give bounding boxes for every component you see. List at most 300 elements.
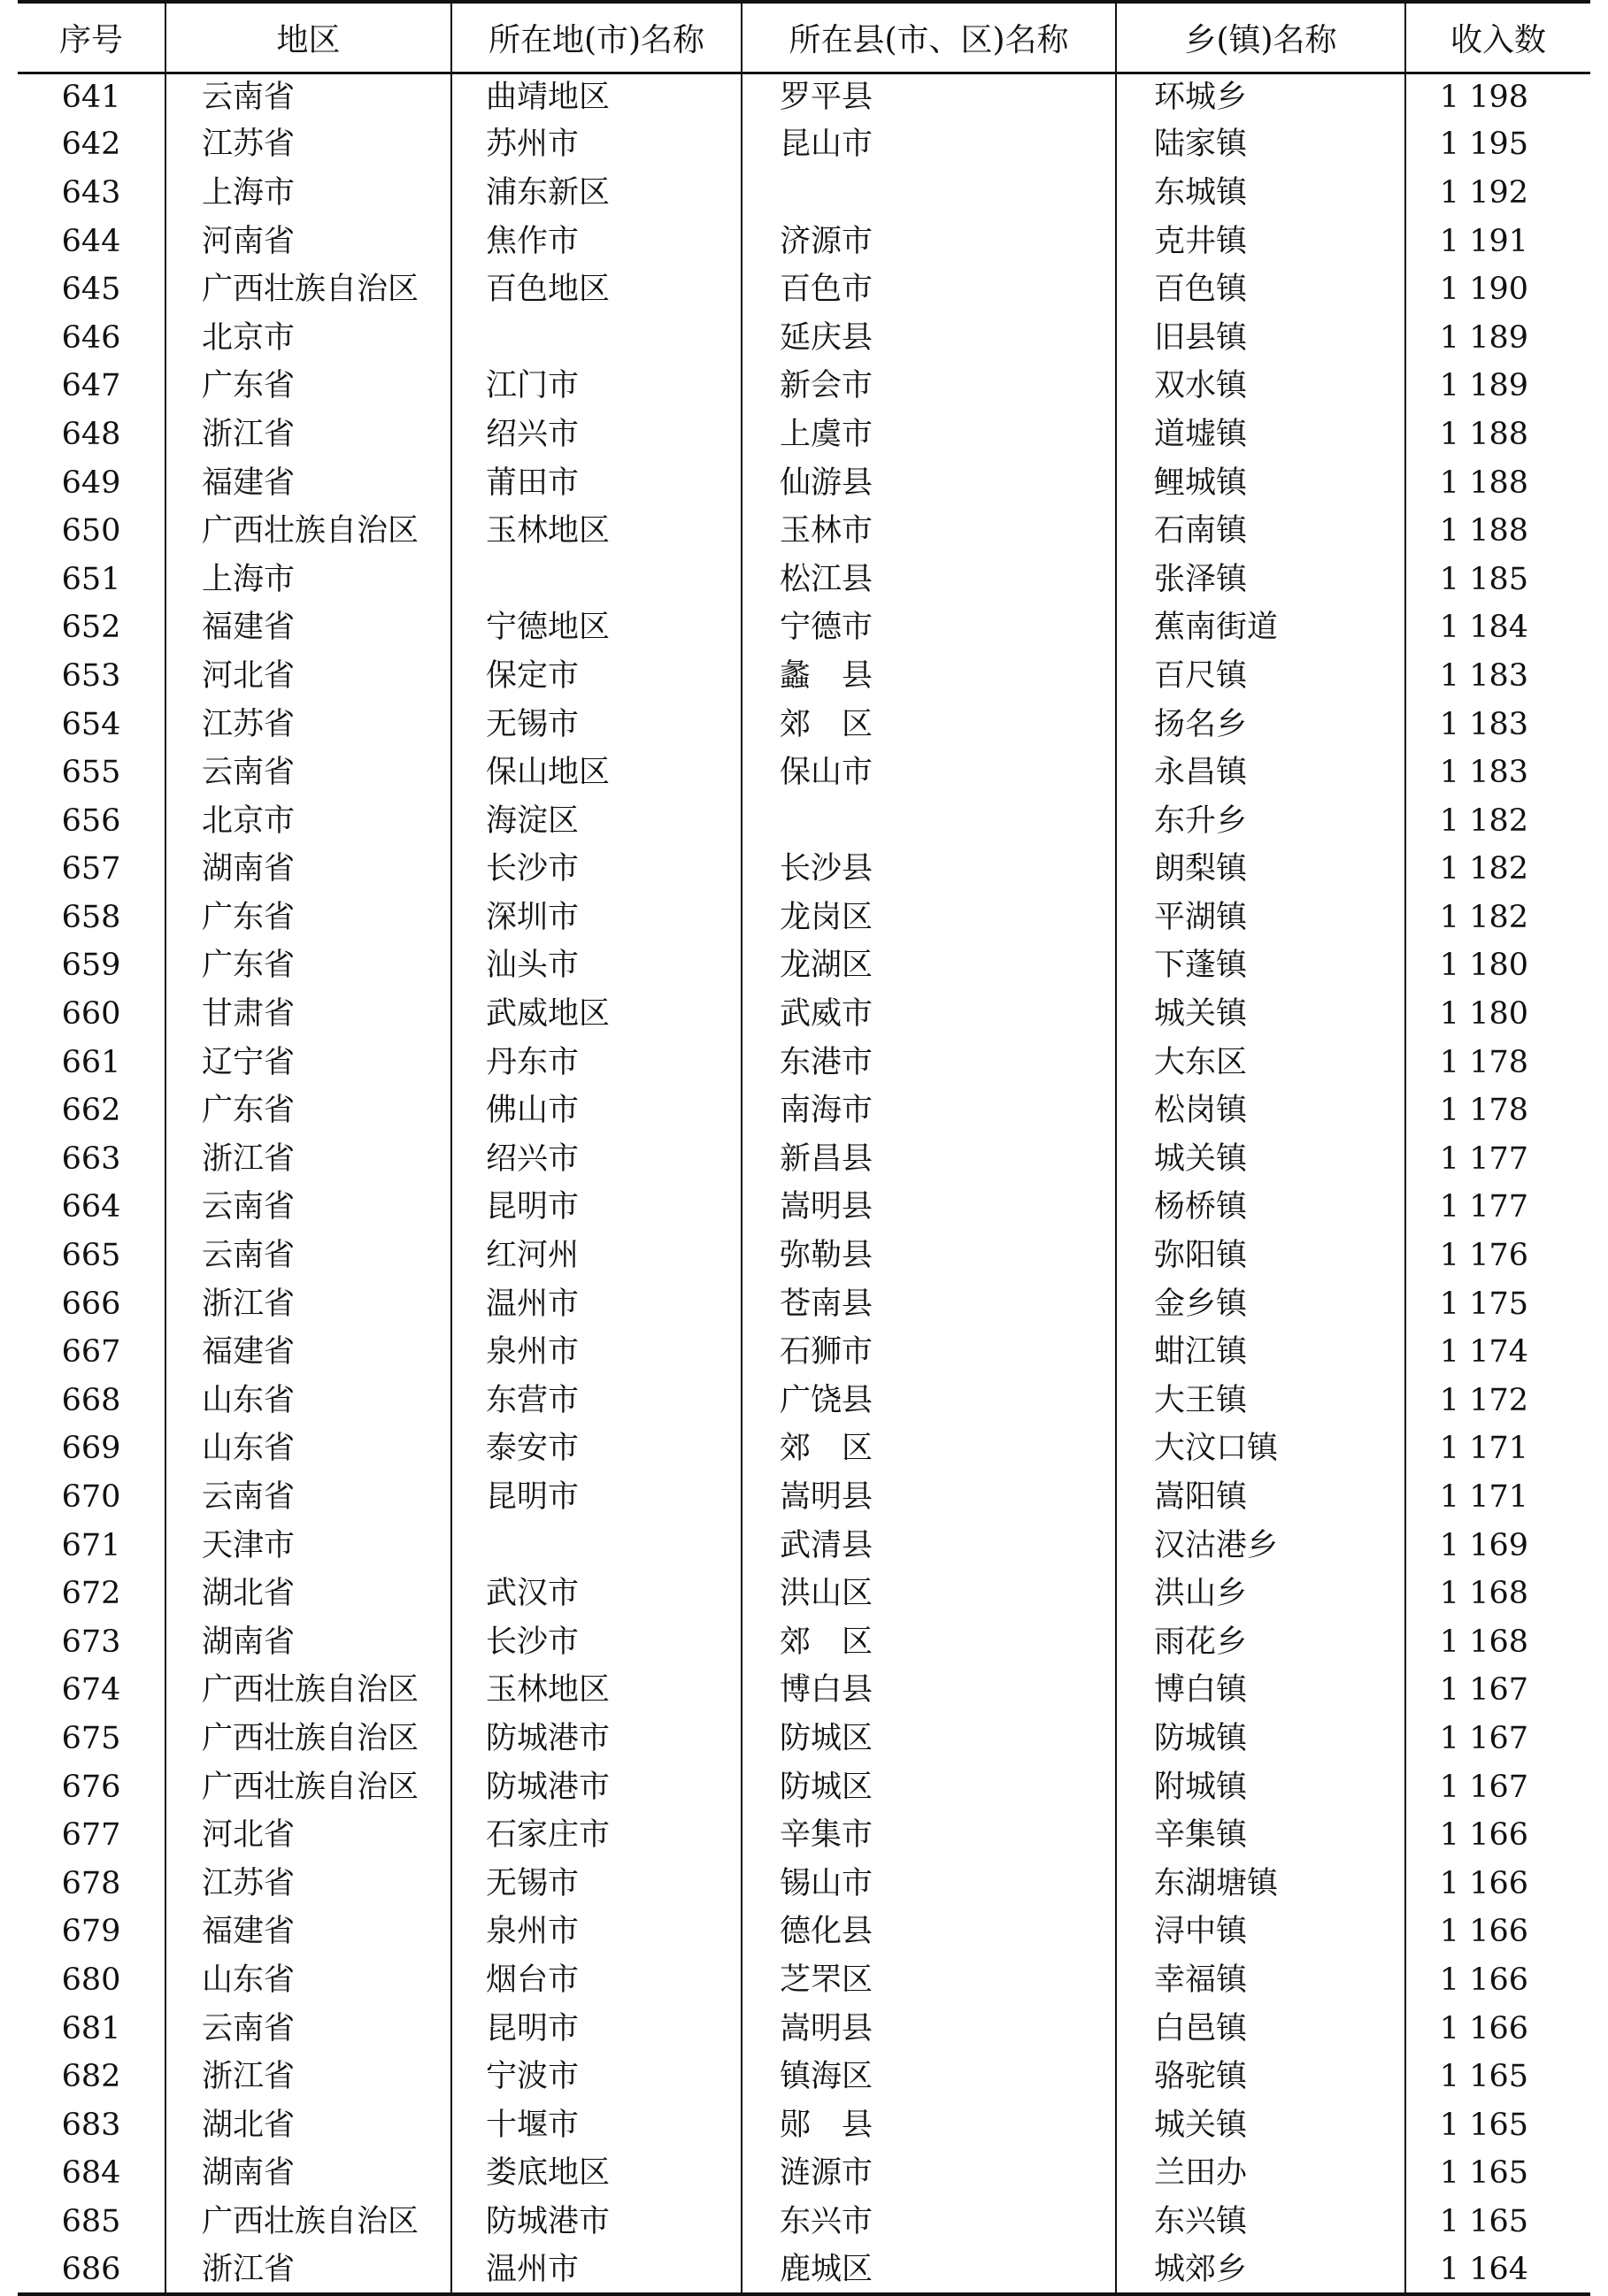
table-row [18,604,1590,653]
city-cell: 莆田市 [451,459,742,508]
county-cell: 东港市 [742,1039,1116,1087]
income-cell: 1 198 [1405,73,1590,121]
income-cell: 1 167 [1405,1715,1590,1763]
table-row [18,1715,1590,1763]
table-row [18,942,1590,991]
serial-number-cell: 648 [61,416,121,452]
serial-number-cell: 668 [61,1382,121,1418]
region-cell: 河南省 [165,218,451,266]
region-cell: 浙江省 [165,1135,451,1184]
table-row [18,73,1590,121]
region-cell: 广东省 [165,363,451,411]
serial-number-cell: 666 [61,1286,121,1322]
header-city-name: 所在地(市)名称 [451,2,742,73]
city-cell: 防城港市 [451,1715,742,1763]
serial-number-cell: 664 [61,1189,121,1225]
region-cell: 福建省 [165,1328,451,1377]
township-cell: 百尺镇 [1116,652,1405,701]
city-cell: 保山地区 [451,749,742,797]
county-cell: 嵩明县 [742,1184,1116,1232]
region-cell: 广东省 [165,894,451,942]
county-cell: 洪山区 [742,1570,1116,1618]
region-cell: 浙江省 [165,1280,451,1329]
city-cell: 无锡市 [451,1860,742,1908]
table-row [18,990,1590,1039]
city-cell: 温州市 [451,2246,742,2295]
city-cell: 江门市 [451,363,742,411]
income-cell: 1 167 [1405,1667,1590,1716]
income-cell: 1 183 [1405,652,1590,701]
serial-number-cell: 651 [61,561,121,597]
township-cell: 兰田办 [1116,2150,1405,2199]
city-cell: 苏州市 [451,121,742,170]
table-row [18,411,1590,459]
serial-number-cell: 659 [61,948,121,984]
table-row [18,2005,1590,2054]
table-row [18,1184,1590,1232]
county-cell: 龙岗区 [742,894,1116,942]
income-cell: 1 164 [1405,2246,1590,2295]
city-cell: 深圳市 [451,894,742,942]
serial-number-cell: 654 [61,706,121,742]
township-cell: 扬名乡 [1116,701,1405,749]
serial-number-cell: 641 [61,79,121,115]
serial-number-cell: 665 [61,1238,121,1274]
income-cell: 1 178 [1405,1087,1590,1135]
township-cell: 博白镇 [1116,1667,1405,1716]
table-row [18,1377,1590,1425]
township-cell: 永昌镇 [1116,749,1405,797]
county-cell: 涟源市 [742,2150,1116,2199]
header-county-name: 所在县(市、区)名称 [742,2,1116,73]
serial-number-cell: 661 [61,1044,121,1080]
serial-number-cell: 655 [61,755,121,791]
table-row [18,218,1590,266]
city-cell [451,1522,742,1570]
township-cell: 大东区 [1116,1039,1405,1087]
income-ranking-table [18,0,1590,2296]
township-cell: 城郊乡 [1116,2246,1405,2295]
city-cell: 泉州市 [451,1328,742,1377]
township-cell: 杨桥镇 [1116,1184,1405,1232]
county-cell: 新昌县 [742,1135,1116,1184]
income-cell: 1 191 [1405,218,1590,266]
county-cell: 仙游县 [742,459,1116,508]
county-cell: 济源市 [742,218,1116,266]
serial-number-cell: 671 [61,1527,121,1563]
table-row [18,1763,1590,1812]
township-cell: 幸福镇 [1116,1956,1405,2005]
city-cell: 防城港市 [451,2198,742,2246]
serial-number-cell: 660 [61,996,121,1033]
income-cell: 1 188 [1405,507,1590,556]
region-cell: 浙江省 [165,2053,451,2101]
city-cell: 佛山市 [451,1087,742,1135]
city-cell: 百色地区 [451,265,742,314]
region-cell: 江苏省 [165,1860,451,1908]
table-row [18,749,1590,797]
document-page [18,0,1590,2296]
income-cell: 1 168 [1405,1618,1590,1667]
income-cell: 1 183 [1405,749,1590,797]
region-cell: 广西壮族自治区 [165,507,451,556]
serial-number-cell: 653 [61,657,121,694]
income-cell: 1 166 [1405,1860,1590,1908]
county-cell: 辛集市 [742,1811,1116,1860]
city-cell: 长沙市 [451,846,742,895]
serial-number-cell: 644 [61,223,121,259]
serial-number-cell: 657 [61,851,121,887]
city-cell: 绍兴市 [451,411,742,459]
table-row [18,1473,1590,1522]
township-cell: 嵩阳镇 [1116,1473,1405,1522]
table-row [18,1522,1590,1570]
county-cell: 苍南县 [742,1280,1116,1329]
township-cell: 环城乡 [1116,73,1405,121]
income-cell: 1 166 [1405,1908,1590,1957]
county-cell: 南海市 [742,1087,1116,1135]
township-cell: 城关镇 [1116,1135,1405,1184]
region-cell: 广西壮族自治区 [165,1667,451,1716]
income-cell: 1 166 [1405,2005,1590,2054]
county-cell: 新会市 [742,363,1116,411]
county-cell: 罗平县 [742,73,1116,121]
table-row [18,1618,1590,1667]
serial-number-cell: 669 [61,1431,121,1467]
region-cell: 湖北省 [165,2101,451,2150]
income-cell: 1 165 [1405,2150,1590,2199]
township-cell: 浔中镇 [1116,1908,1405,1957]
region-cell: 河北省 [165,1811,451,1860]
city-cell: 红河州 [451,1232,742,1280]
city-cell: 玉林地区 [451,1667,742,1716]
region-cell: 福建省 [165,1908,451,1957]
city-cell: 昆明市 [451,1473,742,1522]
serial-number-cell: 642 [61,127,121,163]
income-cell: 1 188 [1405,459,1590,508]
county-cell: 保山市 [742,749,1116,797]
county-cell: 锡山市 [742,1860,1116,1908]
table-row [18,265,1590,314]
township-cell: 白邑镇 [1116,2005,1405,2054]
table-row [18,846,1590,895]
township-cell: 旧县镇 [1116,314,1405,363]
city-cell: 泉州市 [451,1908,742,1957]
table-header [18,2,1590,73]
income-cell: 1 171 [1405,1425,1590,1474]
table-row [18,652,1590,701]
table-row [18,797,1590,846]
county-cell: 芝罘区 [742,1956,1116,2005]
city-cell: 海淀区 [451,797,742,846]
city-cell: 汕头市 [451,942,742,991]
income-cell: 1 195 [1405,121,1590,170]
income-cell: 1 182 [1405,846,1590,895]
township-cell: 城关镇 [1116,2101,1405,2150]
county-cell: 宁德市 [742,604,1116,653]
serial-number-cell: 681 [61,2010,121,2046]
township-cell: 汉沽港乡 [1116,1522,1405,1570]
income-cell: 1 165 [1405,2198,1590,2246]
region-cell: 江苏省 [165,121,451,170]
county-cell: 防城区 [742,1715,1116,1763]
table-row [18,1956,1590,2005]
township-cell: 大汶口镇 [1116,1425,1405,1474]
serial-number-cell: 643 [61,174,121,211]
township-cell: 道墟镇 [1116,411,1405,459]
township-cell: 防城镇 [1116,1715,1405,1763]
income-cell: 1 180 [1405,990,1590,1039]
region-cell: 湖南省 [165,846,451,895]
county-cell: 郊 区 [742,701,1116,749]
table-row [18,1860,1590,1908]
table-row [18,314,1590,363]
table-row [18,121,1590,170]
township-cell: 弥阳镇 [1116,1232,1405,1280]
township-cell: 东城镇 [1116,169,1405,218]
county-cell: 德化县 [742,1908,1116,1957]
region-cell: 云南省 [165,1232,451,1280]
region-cell: 浙江省 [165,2246,451,2295]
region-cell: 广东省 [165,1087,451,1135]
region-cell: 浙江省 [165,411,451,459]
city-cell: 玉林地区 [451,507,742,556]
township-cell: 平湖镇 [1116,894,1405,942]
serial-number-cell: 674 [61,1672,121,1709]
township-cell: 城关镇 [1116,990,1405,1039]
serial-number-cell: 649 [61,465,121,501]
serial-number-cell: 652 [61,610,121,646]
serial-number-cell: 678 [61,1865,121,1901]
township-cell: 朗梨镇 [1116,846,1405,895]
income-cell: 1 175 [1405,1280,1590,1329]
township-cell: 大王镇 [1116,1377,1405,1425]
township-cell: 洪山乡 [1116,1570,1405,1618]
income-cell: 1 189 [1405,363,1590,411]
table-row [18,701,1590,749]
table-row [18,1135,1590,1184]
region-cell: 湖南省 [165,1618,451,1667]
header-region: 地区 [165,2,451,73]
income-cell: 1 176 [1405,1232,1590,1280]
county-cell: 上虞市 [742,411,1116,459]
township-cell: 张泽镇 [1116,556,1405,604]
township-cell: 蚶江镇 [1116,1328,1405,1377]
header-serial-number: 序号 [58,21,123,58]
table-row [18,1811,1590,1860]
table-row [18,1280,1590,1329]
township-cell: 下蓬镇 [1116,942,1405,991]
header-income: 收入数 [1405,2,1590,73]
region-cell: 云南省 [165,1473,451,1522]
region-cell: 山东省 [165,1377,451,1425]
county-cell: 郊 区 [742,1618,1116,1667]
region-cell: 河北省 [165,652,451,701]
income-cell: 1 169 [1405,1522,1590,1570]
income-cell: 1 165 [1405,2053,1590,2101]
township-cell: 附城镇 [1116,1763,1405,1812]
serial-number-cell: 684 [61,2155,121,2192]
county-cell [742,797,1116,846]
income-cell: 1 183 [1405,701,1590,749]
income-cell: 1 184 [1405,604,1590,653]
table-row [18,507,1590,556]
serial-number-cell: 679 [61,1914,121,1950]
township-cell: 石南镇 [1116,507,1405,556]
county-cell: 东兴市 [742,2198,1116,2246]
region-cell: 江苏省 [165,701,451,749]
income-cell: 1 190 [1405,265,1590,314]
serial-number-cell: 662 [61,1093,121,1129]
county-cell: 石狮市 [742,1328,1116,1377]
table-body [18,73,1590,2294]
region-cell: 云南省 [165,1184,451,1232]
serial-number-cell: 683 [61,2107,121,2143]
county-cell: 武威市 [742,990,1116,1039]
serial-number-cell: 656 [61,802,121,839]
header-row [18,2,1590,73]
income-cell: 1 177 [1405,1135,1590,1184]
region-cell: 湖南省 [165,2150,451,2199]
serial-number-cell: 685 [61,2203,121,2239]
income-cell: 1 182 [1405,894,1590,942]
township-cell: 百色镇 [1116,265,1405,314]
county-cell [742,169,1116,218]
township-cell: 双水镇 [1116,363,1405,411]
region-cell: 天津市 [165,1522,451,1570]
township-cell: 金乡镇 [1116,1280,1405,1329]
city-cell: 宁德地区 [451,604,742,653]
serial-number-cell: 672 [61,1576,121,1612]
income-cell: 1 172 [1405,1377,1590,1425]
table-row [18,2198,1590,2246]
income-cell: 1 167 [1405,1763,1590,1812]
county-cell: 昆山市 [742,121,1116,170]
table-row [18,1328,1590,1377]
township-cell: 雨花乡 [1116,1618,1405,1667]
serial-number-cell: 673 [61,1624,121,1660]
table-row [18,894,1590,942]
region-cell: 北京市 [165,314,451,363]
region-cell: 广东省 [165,942,451,991]
township-cell: 东升乡 [1116,797,1405,846]
region-cell: 甘肃省 [165,990,451,1039]
table-row [18,1425,1590,1474]
city-cell: 无锡市 [451,701,742,749]
serial-number-cell: 670 [61,1479,121,1516]
region-cell: 云南省 [165,73,451,121]
serial-number-cell: 645 [61,272,121,308]
county-cell: 郧 县 [742,2101,1116,2150]
region-cell: 上海市 [165,169,451,218]
table-row [18,556,1590,604]
serial-number-cell: 675 [61,1720,121,1756]
income-cell: 1 166 [1405,1956,1590,2005]
income-cell: 1 166 [1405,1811,1590,1860]
city-cell: 烟台市 [451,1956,742,2005]
township-cell: 陆家镇 [1116,121,1405,170]
header-township-name: 乡(镇)名称 [1116,2,1405,73]
income-cell: 1 171 [1405,1473,1590,1522]
income-cell: 1 177 [1405,1184,1590,1232]
county-cell: 嵩明县 [742,2005,1116,2054]
table-row [18,1908,1590,1957]
table-row [18,2246,1590,2295]
city-cell: 东营市 [451,1377,742,1425]
serial-number-cell: 686 [61,2251,121,2287]
township-cell: 东湖塘镇 [1116,1860,1405,1908]
table-row [18,459,1590,508]
county-cell: 松江县 [742,556,1116,604]
city-cell: 宁波市 [451,2053,742,2101]
region-cell: 云南省 [165,749,451,797]
county-cell: 鹿城区 [742,2246,1116,2295]
table-row [18,2101,1590,2150]
city-cell: 绍兴市 [451,1135,742,1184]
serial-number-cell: 676 [61,1769,121,1805]
city-cell: 丹东市 [451,1039,742,1087]
table-row [18,1667,1590,1716]
serial-number-cell: 667 [61,1334,121,1371]
township-cell: 东兴镇 [1116,2198,1405,2246]
city-cell [451,314,742,363]
city-cell: 昆明市 [451,1184,742,1232]
income-cell: 1 178 [1405,1039,1590,1087]
table-row [18,1232,1590,1280]
serial-number-cell: 646 [61,319,121,356]
township-cell: 蕉南街道 [1116,604,1405,653]
region-cell: 广西壮族自治区 [165,1763,451,1812]
city-cell: 十堰市 [451,2101,742,2150]
city-cell: 娄底地区 [451,2150,742,2199]
income-cell: 1 180 [1405,942,1590,991]
region-cell: 广西壮族自治区 [165,2198,451,2246]
income-cell: 1 185 [1405,556,1590,604]
city-cell: 浦东新区 [451,169,742,218]
city-cell: 保定市 [451,652,742,701]
township-cell: 鲤城镇 [1116,459,1405,508]
city-cell: 石家庄市 [451,1811,742,1860]
county-cell: 武清县 [742,1522,1116,1570]
county-cell: 博白县 [742,1667,1116,1716]
county-cell: 弥勒县 [742,1232,1116,1280]
region-cell: 北京市 [165,797,451,846]
income-cell: 1 168 [1405,1570,1590,1618]
serial-number-cell: 650 [61,513,121,549]
township-cell: 松岗镇 [1116,1087,1405,1135]
region-cell: 上海市 [165,556,451,604]
region-cell: 山东省 [165,1956,451,2005]
city-cell: 长沙市 [451,1618,742,1667]
region-cell: 福建省 [165,459,451,508]
county-cell: 百色市 [742,265,1116,314]
city-cell [451,556,742,604]
county-cell: 长沙县 [742,846,1116,895]
table-row [18,1039,1590,1087]
county-cell: 广饶县 [742,1377,1116,1425]
city-cell: 昆明市 [451,2005,742,2054]
region-cell: 广西壮族自治区 [165,1715,451,1763]
county-cell: 龙湖区 [742,942,1116,991]
serial-number-cell: 647 [61,368,121,404]
income-cell: 1 165 [1405,2101,1590,2150]
county-cell: 延庆县 [742,314,1116,363]
region-cell: 山东省 [165,1425,451,1474]
region-cell: 湖北省 [165,1570,451,1618]
table-row [18,1570,1590,1618]
city-cell: 武威地区 [451,990,742,1039]
serial-number-cell: 663 [61,1140,121,1177]
